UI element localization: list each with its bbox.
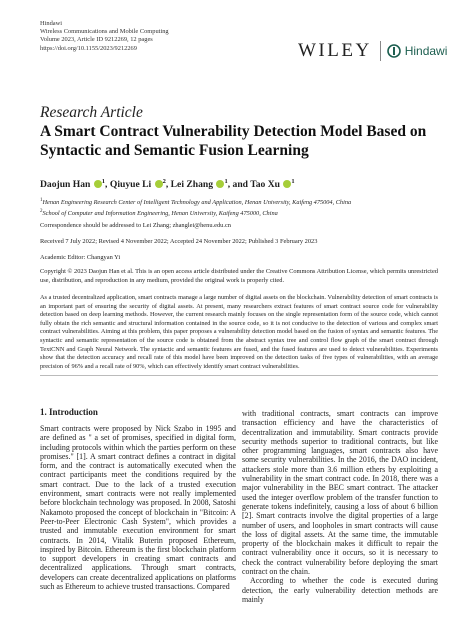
paragraph: According to whether the code is executed during detection, the early vulnerability detection methods are mainly bbox=[242, 576, 438, 604]
affiliation-marker: 1 bbox=[101, 178, 106, 185]
article-type: Research Article bbox=[40, 104, 143, 121]
body-column-right bbox=[242, 409, 438, 604]
doi-link[interactable]: https://doi.org/10.1155/2023/9212269 bbox=[40, 44, 137, 52]
correspondence: Correspondence should be addressed to Lei Zhang; zhanglei@henu.edu.cn bbox=[40, 222, 231, 229]
hindawi-logo-icon bbox=[387, 44, 401, 58]
author-list: Daojun Han $^1$, Qiuyue Li $^2$, Lei Zhang $^1$, and Tao Xu $^1$ bbox=[40, 178, 295, 190]
author-name[interactable]: Lei Zhang bbox=[170, 179, 214, 190]
affiliation-marker: 1 bbox=[291, 178, 295, 185]
hindawi-logo-text: Hindawi bbox=[404, 44, 448, 58]
logo-divider bbox=[380, 41, 381, 61]
journal-info bbox=[40, 20, 169, 53]
copyright-notice: Copyright © 2023 Daojun Han et al. This is an open access article distributed under the Creative Commons Attribution License, which permits unrestricted use, distribution, and reproduction in any medium, provided the original work is properly cited. bbox=[40, 268, 438, 284]
article-title: A Smart Contract Vulnerability Detection Model Based on Syntactic and Semantic Fusion Learning bbox=[40, 123, 427, 159]
publisher-line: Hindawi bbox=[40, 20, 63, 27]
author-name[interactable]: Daojun Han bbox=[40, 179, 91, 190]
author-separator-and: and bbox=[232, 179, 248, 190]
paragraph: Smart contracts were proposed by Nick Szabo in 1995 and are defined as " a set of promises, specified in digital form, including protocols within which the parties perform on these promises." [1]. A smart contract defines a contract in digital form, and the contract is automatically executed when the contract participants meet the conditions required by the smart contract. Due to the lack of a trusted execution environment, smart contracts were not really implemented before blockchain technology was proposed. In 2008, Satoshi Nakamoto proposed the concept of blockchain in "Bitcoin: A Peer-to-Peer Electronic Cash System", which provides a trusted and immutable execution environment for smart contracts. In 2014, Vitalik Buterin proposed Ethereum, inspired by Bitcoin. Ethereum is the first blockchain platform to support developers in creating smart contracts and decentralized applications. Through smart contracts, developers can create decentralized applications on platforms such as Ethereum to achieve trusted transactions. Compared bbox=[40, 424, 236, 592]
volume-line: Volume 2023, Article ID 9212269, 12 pages bbox=[40, 36, 153, 44]
abstract: As a trusted decentralized application, smart contracts manage a large number of digital assets on the blockchain. Vulnerability detection of smart contracts is an important part of ensuring the security of digital assets. At present, many researchers extract features of smart contract source code for vulnerability detection based on deep learning methods. However, the current research mainly focuses on the single representation form of the source code, which cannot fully obtain the rich semantic and structural information contained in the source code, so it is not conducive to the detection of various and complex smart contract vulnerabilities. Aiming at this problem, this paper proposes a vulnerability detection model based on the fusion of syntax and semantic features. The syntactic and semantic representation of the source code is obtained from the abstract syntax tree and control flow graph of the smart contract through TextCNN and Graph Neural Network. The syntactic and semantic features are fused, and the fused features are used to detect vulnerabilities. Experiments show that the detection accuracy and recall rate of this model have been improved on the detection tasks of five types of vulnerabilities, with an average precision of 96% and a recall rate of 90%, which can effectively identify smart contract vulnerabilities. bbox=[40, 294, 438, 370]
publisher-logo bbox=[298, 40, 447, 62]
section-divider bbox=[40, 375, 438, 376]
affiliation-item: $^2$School of Computer and Information Engineering, Henan University, Kaifeng 475000, China bbox=[40, 209, 278, 217]
affiliation-marker: 2 bbox=[162, 178, 166, 185]
orcid-icon[interactable] bbox=[94, 180, 102, 188]
academic-editor: Academic Editor: Changyan Yi bbox=[40, 254, 121, 261]
affiliations bbox=[40, 196, 351, 218]
affiliation-marker: 1 bbox=[224, 178, 228, 185]
author-name[interactable]: Tao Xu bbox=[250, 179, 280, 190]
section-heading: 1. Introduction bbox=[40, 407, 98, 417]
journal-name: Wireless Communications and Mobile Computing bbox=[40, 28, 169, 36]
body-column-left bbox=[40, 424, 236, 591]
publication-dates: Received 7 July 2022; Revised 4 November 2022; Accepted 24 November 2022; Published 3 February 2023 bbox=[40, 238, 318, 245]
wiley-logo: WILEY bbox=[298, 40, 372, 61]
author-name[interactable]: Qiuyue Li bbox=[109, 179, 152, 190]
orcid-icon[interactable] bbox=[155, 180, 163, 188]
paragraph: with traditional contracts, smart contracts can improve transaction efficiency and have the characteristics of decentralization and immutability. Smart contracts provide security methods superior to traditional contracts, but like other programming languages, smart contracts also have some security vulnerabilities. In the 2016, the DAO incident, attackers stole more than 3.6 million ethers by exploiting a vulnerability in the smart contract code. In 2018, there was a major vulnerability in the BEC smart contract. The attacker used the integer overflow problem of the transfer function to generate tokens indefinitely, causing a loss of about 6 billion [2]. Smart contracts involve the digital properties of a large number of users, and loopholes in smart contracts will cause the loss of digital assets. At the same time, the immutable property of the blockchain makes it difficult to repair the contract vulnerability once it occurs, so it is necessary to check the contract vulnerability before deploying the smart contract on the chain. bbox=[242, 409, 438, 577]
affiliation-item: $^1$Henan Engineering Research Center of Intelligent Technology and Application, Henan University, Kaifeng 475004, China bbox=[40, 198, 352, 206]
